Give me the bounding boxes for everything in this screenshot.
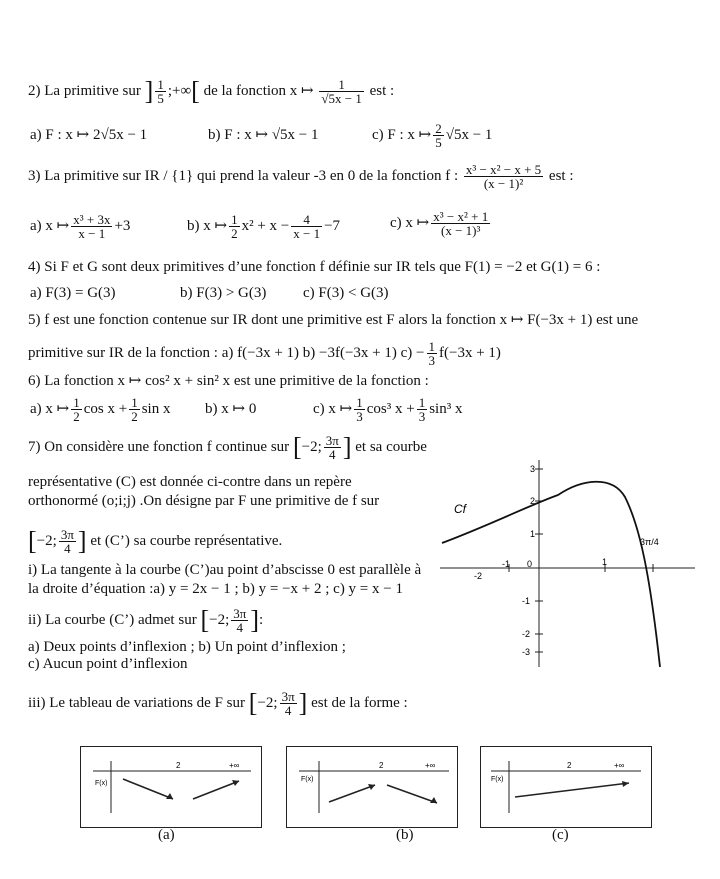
table-c-f-label: F(x) (491, 776, 504, 783)
q7-line4: [−2; $\frac{3\pi}{4}$ ] et (C’) sa courbe représentative. (28, 526, 283, 556)
q7-iii-stem: iii) Le tableau de variations de F sur [−2; $\frac{3\pi}{4}$ ] est de la forme : (28, 688, 408, 718)
q7-line2: représentative (C) est donnée ci-contre dans un repère (28, 474, 352, 490)
x-tick-label-n1: -1 (502, 559, 511, 569)
q7-ii-options-ab[interactable]: a) Deux points d’inflexion ; b) Un point d’inflexion ; (28, 639, 346, 655)
q2-option-c[interactable]: c) F : x ↦ $\frac{2}{5}$ √5x − 1 (372, 121, 493, 150)
q7-i-line1: i) La tangente à la courbe (C’)au point d’abscisse 0 est parallèle à (28, 562, 422, 578)
table-a-x-inf: +∞ (229, 761, 240, 770)
q5-line1: 5) f est une fonction contenue sur IR dont une primitive est F alors la fonction x ↦ F(−3x + 1) est une (28, 312, 639, 328)
q3-option-c[interactable]: c) x ↦ $\frac{\text{x³ − x² + 1}}{\text{(x − 1)³}}$ (390, 209, 489, 238)
q3-stem: 3) La primitive sur IR / {1} qui prend la valeur -3 en 0 de la fonction f : $\frac{\text{x³ − x² − x + 5}}{\text{(x − 1)²}}$ est : (28, 162, 574, 191)
variation-table-b[interactable] (286, 746, 458, 828)
table-b-diagram (287, 747, 457, 827)
q4-option-a[interactable]: a) F(3) = G(3) (30, 285, 116, 301)
x-tick-label-1: 1 (602, 557, 608, 567)
q7-i-options[interactable]: la droite d’équation :a) y = 2x − 1 ; b) y = −x + 2 ; c) y = x − 1 (28, 581, 403, 597)
table-c-label: (c) (552, 827, 569, 843)
table-c-x-inf: +∞ (614, 761, 625, 770)
q7-ii-option-c[interactable]: c) Aucun point d’inflexion (28, 656, 188, 672)
y-tick-label-3: 3 (530, 464, 536, 474)
q3-option-b[interactable]: b) x ↦ $\frac{1}{2}$ x² + x − $\frac{4}{x - 1}$ −7 (187, 212, 341, 241)
q6-option-a[interactable]: a) x ↦ $\frac{1}{2}$ cos x + $\frac{1}{2}$ sin x (30, 395, 171, 424)
function-graph (440, 455, 702, 670)
q2-stem: 2) La primitive sur ] $\frac{1}{5}$ ;+∞[ de la fonction x ↦ $\frac{1}{√5x - 1}$ est : (28, 76, 395, 106)
table-c-x-2: 2 (567, 761, 572, 770)
table-b-arrow-down (387, 785, 437, 803)
q3-option-a[interactable]: a) x ↦ $\frac{\text{x³ + 3x}}{x - 1}$ +3 (30, 212, 131, 241)
q6-stem: 6) La fonction x ↦ cos² x + sin² x est une primitive de la fonction : (28, 373, 429, 389)
q6-option-b[interactable]: b) x ↦ 0 (205, 401, 257, 417)
table-a-arrow-down (123, 779, 173, 799)
q7-ii-stem: ii) La courbe (C’) admet sur [−2; $\frac{3\pi}{4}$ ]: (28, 605, 264, 635)
q4-stem: 4) Si F et G sont deux primitives d’une fonction f définie sur IR tels que F(1) = −2 et G(1) = 6 : (28, 259, 601, 275)
q4-option-c[interactable]: c) F(3) < G(3) (303, 285, 389, 301)
q7-line3: orthonormé (o;i;j) .On désigne par F une primitive de f sur (28, 493, 380, 509)
q7-stem: 7) On considère une fonction f continue sur [−2; $\frac{3\pi}{4}$ ] et sa courbe (28, 432, 427, 462)
x-tick-label-3pi4: 3π/4 (640, 537, 659, 547)
x-tick-label-0: 0 (527, 559, 533, 569)
variation-table-a[interactable] (80, 746, 262, 828)
table-c-arrow-up (515, 783, 629, 797)
y-tick-label-n2: -2 (522, 629, 531, 639)
table-a-f-label: F(x) (95, 780, 108, 787)
table-b-arrow-up (329, 785, 375, 802)
curve-label: Cf (454, 502, 466, 516)
table-b-x-2: 2 (379, 761, 384, 770)
y-tick-label-n3: -3 (522, 647, 531, 657)
y-tick-label-2: 2 (530, 496, 536, 506)
y-tick-label-n1: -1 (522, 596, 531, 606)
q5-line2[interactable]: primitive sur IR de la fonction : a) f(−3x + 1) b) −3f(−3x + 1) c) − $\frac{1}{3}$ f(−3x + 1) (28, 339, 501, 368)
table-a-label: (a) (158, 827, 175, 843)
table-b-x-inf: +∞ (425, 761, 436, 770)
x-tick-label-n2: -2 (474, 571, 483, 581)
q4-option-b[interactable]: b) F(3) > G(3) (180, 285, 267, 301)
table-a-diagram (81, 747, 261, 827)
table-b-f-label: F(x) (301, 776, 314, 783)
q2-option-b[interactable]: b) F : x ↦ √5x − 1 (208, 127, 319, 143)
table-c-diagram (481, 747, 651, 827)
y-tick-label-1: 1 (530, 529, 536, 539)
table-b-label: (b) (396, 827, 414, 843)
table-a-x-2: 2 (176, 761, 181, 770)
variation-table-c[interactable] (480, 746, 652, 828)
q6-option-c[interactable]: c) x ↦ $\frac{1}{3}$ cos³ x + $\frac{1}{3}$ sin³ x (313, 395, 463, 424)
table-a-arrow-up (193, 781, 239, 799)
q2-option-a[interactable]: a) F : x ↦ 2√5x − 1 (30, 127, 148, 143)
